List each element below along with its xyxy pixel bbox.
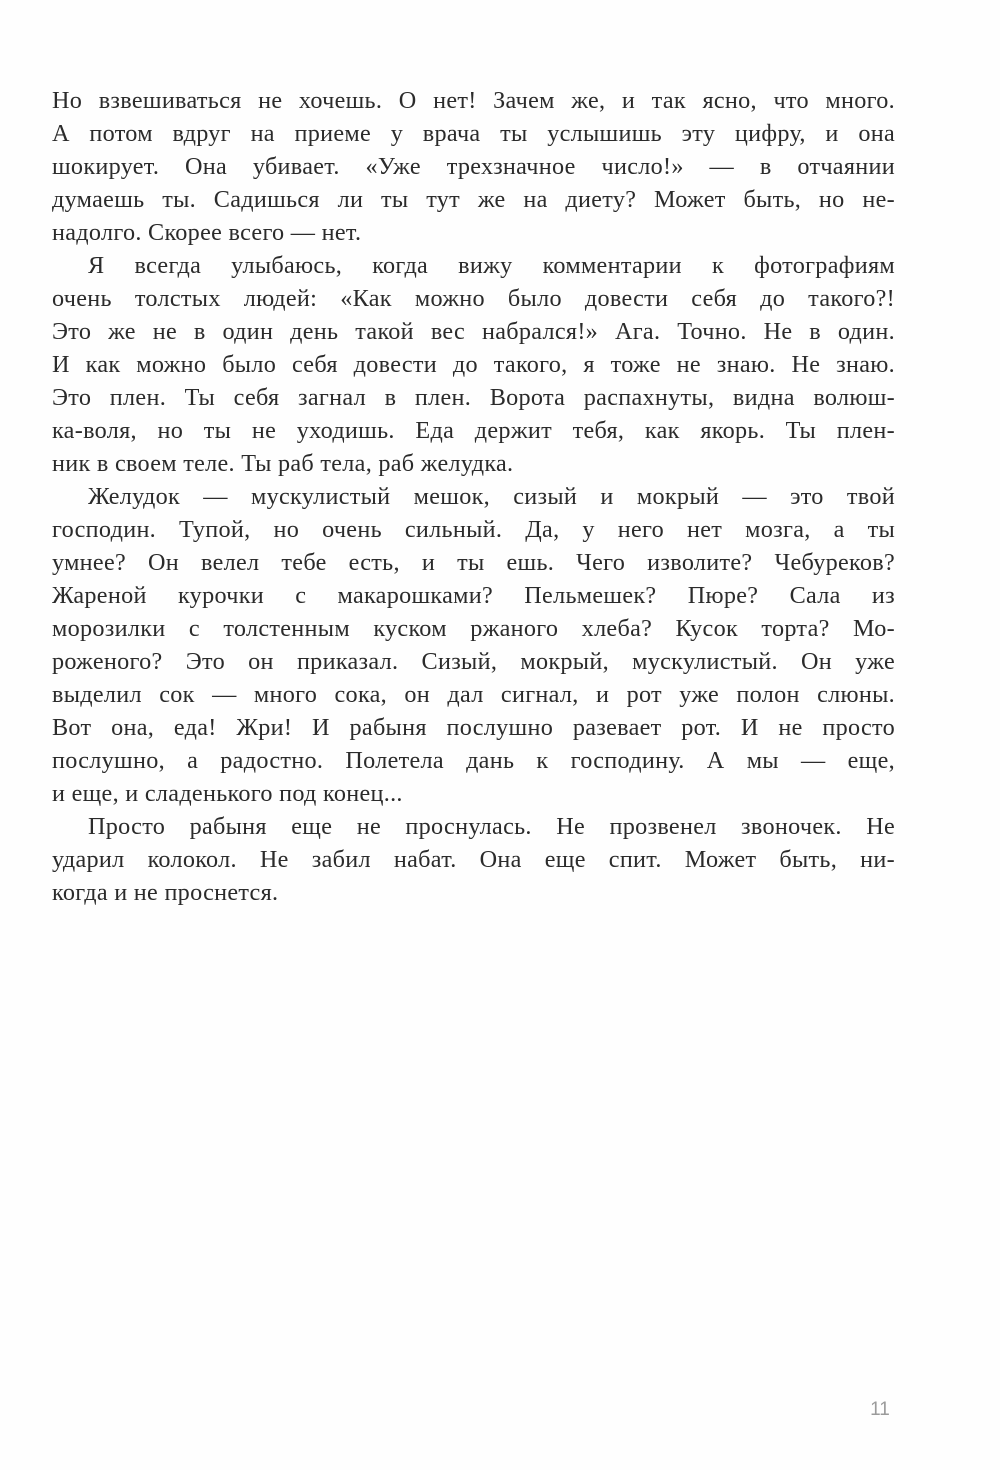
text-line: Желудок — мускулистый мешок, сизый и мокрый — это твой bbox=[88, 483, 895, 510]
text-line: шокирует. Она убивает. «Уже трехзначное число!» — в отчаянии bbox=[52, 153, 895, 180]
text-line: выделил сок — много сока, он дал сигнал, и рот уже полон слюны. bbox=[52, 681, 895, 708]
text-line: когда и не проснется. bbox=[52, 879, 279, 906]
text-line: ударил колокол. Не забил набат. Она еще спит. Может быть, ни- bbox=[52, 846, 895, 873]
body-text bbox=[52, 84, 895, 909]
text-line: Просто рабыня еще не проснулась. Не прозвенел звоночек. Не bbox=[88, 813, 895, 840]
text-line: послушно, а радостно. Полетела дань к господину. А мы — еще, bbox=[52, 747, 895, 774]
text-line: очень толстых людей: «Как можно было довести себя до такого?! bbox=[52, 285, 895, 312]
text-line: думаешь ты. Садишься ли ты тут же на диету? Может быть, но не- bbox=[52, 186, 895, 213]
text-line: морозилки с толстенным куском ржаного хлеба? Кусок торта? Мо- bbox=[52, 615, 895, 642]
paragraph-4 bbox=[52, 810, 895, 909]
text-line: Это плен. Ты себя загнал в плен. Ворота распахнуты, видна волюш- bbox=[52, 384, 895, 411]
text-line: ка-воля, но ты не уходишь. Еда держит тебя, как якорь. Ты плен- bbox=[52, 417, 895, 444]
text-line: И как можно было себя довести до такого, я тоже не знаю. Не знаю. bbox=[52, 351, 895, 378]
text-line: господин. Тупой, но очень сильный. Да, у него нет мозга, а ты bbox=[52, 516, 895, 543]
text-line: Я всегда улыбаюсь, когда вижу комментарии к фотографиям bbox=[88, 252, 895, 279]
text-line: Вот она, еда! Жри! И рабыня послушно разевает рот. И не просто bbox=[52, 714, 895, 741]
text-line: Жареной курочки с макарошками? Пельмешек? Пюре? Сала из bbox=[52, 582, 895, 609]
text-line: Но взвешиваться не хочешь. О нет! Зачем же, и так ясно, что много. bbox=[52, 87, 895, 114]
page-number: 11 bbox=[870, 1399, 890, 1420]
text-line: А потом вдруг на приеме у врача ты услышишь эту цифру, и она bbox=[52, 120, 895, 147]
paragraph-3 bbox=[52, 480, 895, 810]
text-line: и еще, и сладенького под конец... bbox=[52, 780, 403, 807]
text-line: Это же не в один день такой вес набрался!» Ага. Точно. Не в один. bbox=[52, 318, 895, 345]
text-line: ник в своем теле. Ты раб тела, раб желудка. bbox=[52, 450, 514, 477]
text-line: надолго. Скорее всего — нет. bbox=[52, 219, 362, 246]
paragraph-2 bbox=[52, 249, 895, 480]
text-line: роженого? Это он приказал. Сизый, мокрый, мускулистый. Он уже bbox=[52, 648, 895, 675]
text-line: умнее? Он велел тебе есть, и ты ешь. Чего изволите? Чебуреков? bbox=[52, 549, 895, 576]
paragraph-1 bbox=[52, 84, 895, 249]
